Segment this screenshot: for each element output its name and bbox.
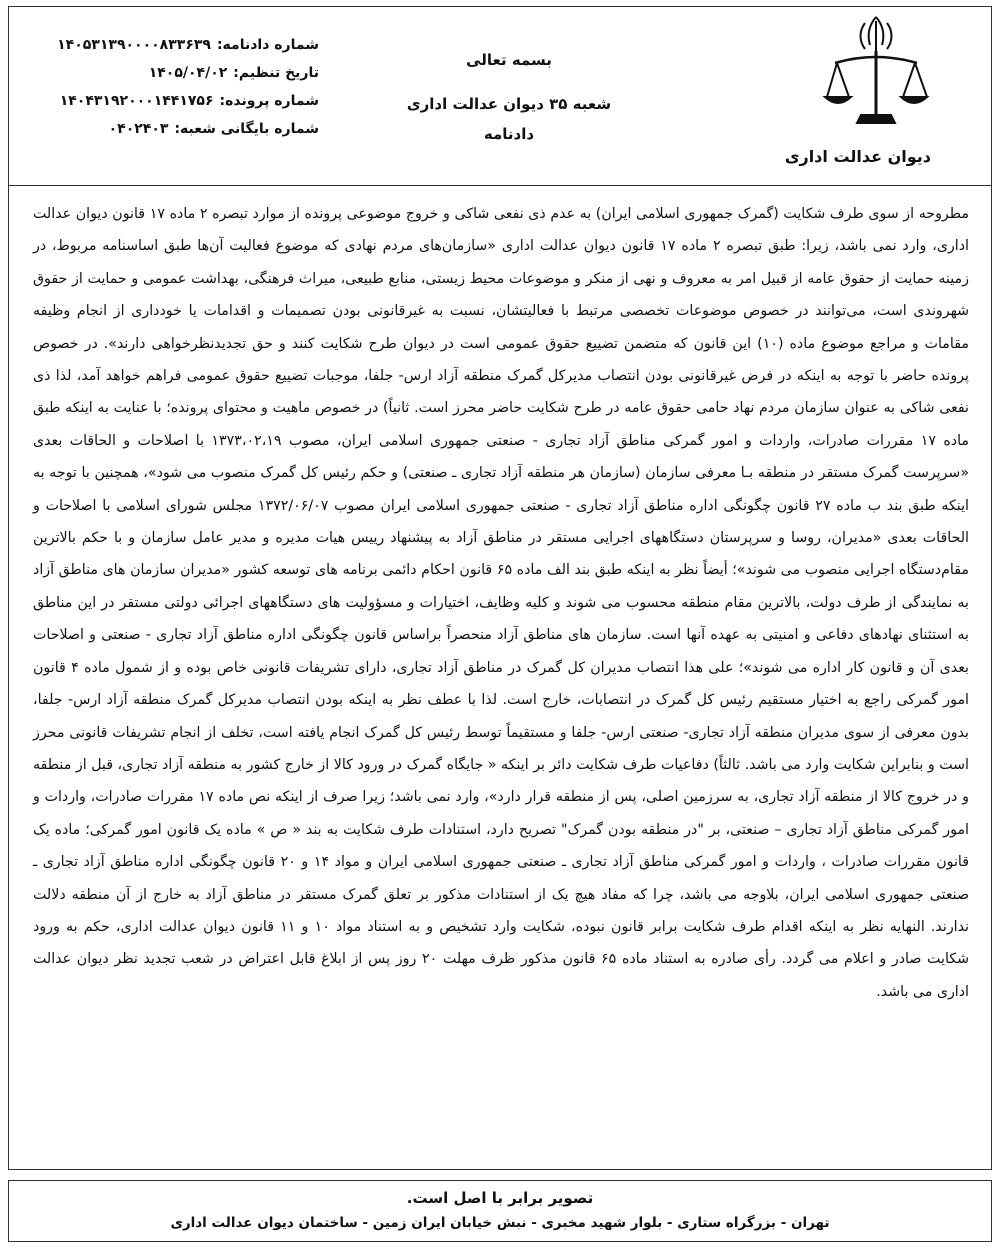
document-body xyxy=(8,186,992,1170)
verdict-text xyxy=(33,198,969,1008)
bismillah: بسمه تعالی xyxy=(466,51,552,69)
meta-value: ۱۴۰۵۳۱۳۹۰۰۰۰۸۳۳۶۳۹ xyxy=(57,37,211,53)
meta-label: شماره دادنامه: xyxy=(216,37,319,53)
meta-label: شماره بایگانی شعبه: xyxy=(174,121,319,137)
meta-row-verdict-number xyxy=(49,37,319,65)
meta-label: شماره پرونده: xyxy=(219,93,319,109)
document-meta xyxy=(49,37,319,149)
meta-value: ۰۴۰۲۴۰۳ xyxy=(108,121,169,137)
iran-emblem-scales-icon xyxy=(821,11,931,131)
certification-note: تصویر برابر با اصل است. xyxy=(406,1189,594,1207)
court-address: تهران - بزرگراه ستاری - بلوار شهید مخبری - نبش خیابان ایران زمین - ساختمان دیوان عدالت اداری xyxy=(170,1215,830,1231)
meta-row-date xyxy=(49,65,319,93)
meta-label: تاریخ تنظیم: xyxy=(233,65,319,81)
meta-value: ۱۴۰۵/۰۴/۰۲ xyxy=(148,65,228,81)
header-center-block xyxy=(399,51,619,143)
court-name: دیوان عدالت اداری xyxy=(784,147,931,166)
document-type: دادنامه xyxy=(483,125,535,143)
branch-title: شعبه ۳۵ دیوان عدالت اداری xyxy=(406,95,612,113)
verdict-paragraph: مطروحه از سوی طرف شکایت (گمرک جمهوری اسلامی ایران) به عدم ذی نفعی شاکی و خروج موضوعی پرونده از موارد تبصره ۲ ماده ۱۷ قانون دیوان عدالت اداری، وارد نمی باشد، زیرا: طبق تبصره ۲ ماده ۱۷ قانون دیوان عدالت اداری «سازمان‌های مردم نهادی که موضوع فعالیت آن‌ها طبق اساسنامه مربوط، در زمینه حمایت از حقوق عامه از قبیل امر به معروف و نهی از منکر و موضوعات محیط زیستی، منابع طبیعی، میراث فرهنگی، بهداشت عمومی و حمایت از حقوق شهروندی است، می‌توانند در خصوص موضوعات تخصصی مرتبط با فعالیتشان، نسبت به غیرقانونی بودن تصمیمات و اقدامات یا خودداری از انجام وظیفه مقامات و مراجع موضوع ماده (۱۰) این قانون که متضمن تضییع حقوق عمومی است در دیوان طرح شکایت کنند و حق تجدیدنظرخواهی دارند». در خصوص پرونده حاضر با توجه به اینکه در فرض غیرقانونی بودن انتصاب مدیرکل گمرک منطقه آزاد ارس- جلفا، موجبات تضییع حقوق عمومی فراهم خواهد آمد، لذا ذی نفعی شاکی به عنوان سازمان مردم نهاد حامی حقوق عامه در طرح شکایت حاضر محرز است. ثانیاً) در خصوص ماهیت و محتوای پرونده؛ با عنایت به اینکه طبق ماده ۱۷ مقررات صادرات، واردات و امور گمرکی مناطق آزاد تجاری - صنعتی جمهوری اسلامی ایران، مصوب ۱۳۷۳،۰۲،۱۹ با اصلاحات و الحاقات بعدی «سرپرست گمرک مستقر در منطقه بـا معرفی سازمان (سازمان هر منطقه آزاد تجاری ـ صنعتی) و حکم رئیس کل گمرک منصوب می شود»، همچنین با توجه به اینکه طبق بند ب ماده ۲۷ قانون چگونگی اداره مناطق آزاد تجاری - صنعتی جمهوری اسلامی ایران مصوب ۱۳۷۲/۰۶/۰۷ مجلس شورای اسلامی با اصلاحات و الحاقات بعدی «مدیران، روسا و سرپرستان دستگاههای اجرایی مستقر در مناطق آزاد به پیشنهاد رییس هیات مدیره و مدیر عامل سازمان و با حکم بالاترین مقام‌دستگاه اجرایی منصوب می شوند»؛ أیضاً نظر به اینکه طبق بند الف ماده ۶۵ قانون احکام دائمی برنامه های توسعه کشور «مدیران سازمان های مناطق آزاد به نمایندگی از طرف دولت، بالاترین مقام منطقه محسوب می شوند و کلیه وظایف، اختیارات و مسؤولیت های دستگاههای اجرائی دولتی مستقر در این مناطق به استثنای نهادهای دفاعی و امنیتی به عهده آنها است. سازمان های مناطق آزاد منحصراً براساس قانون چگونگی اداره مناطق آزاد تجاری - صنعتی و اصلاحات بعدی آن و قانون کار اداره می شوند»؛ علی هذا انتصاب مدیران کل گمرک در مناطق آزاد تجاری، دارای تشریفات قانونی خاص بوده و از شمول ماده ۴ قانون امور گمرکی راجع به اختیار مستقیم رئیس کل گمرک در انتصابات، خارج است. لذا با عطف نظر به اینکه بودن انتصاب مدیرکل گمرک منطقه آزاد ارس- جلفا، بدون معرفی از سوی مدیران منطقه آزاد تجاری- صنعتی ارس- جلفا و مستقیماً توسط رئیس کل گمرک انجام یافته است، تخلف از انجام تشریفات قانونی محرز است و بنابراین شکایت وارد می باشد. ثالثاً) دفاعیات طرف شکایت دائر بر اینکه « جایگاه گمرک در ورود کالا از خارج کشور به منطقه آزاد تجاری، قبل از منطقه و در خروج کالا از منطقه آزاد تجاری، به سرزمین اصلی، پس از منطقه قرار دارد»، وارد نمی باشد؛ زیرا صرف از اینکه نص ماده ۱۷ مقررات صادرات، واردات و امور گمرکی مناطق آزاد تجاری – صنعتی، بر "در منطقه بودن گمرک" تصریح دارد، استنادات طرف شکایت به بند « ص » ماده یک قانون امور گمرکی؛ ماده یک قانون مقررات صادرات ، واردات و امور گمرکی مناطق آزاد تجاری ـ صنعتی جمهوری اسلامی ایران و مواد ۱۴ و ۲۰ قانون چگونگی اداره مناطق آزاد تجاری ـ صنعتی جمهوری اسلامی ایران، بلاوجه می باشد، چرا که مفاد هیچ یک از استنادات مذکور بر تعلق گمرک مستقر در مناطق آزاد به خارج از آن منطقه دلالت ندارند. النهایه نظر به اینکه اقدام طرف شکایت برابر قانون نبوده، شکایت وارد تشخیص و به استناد مواد ۱۰ و ۱۱ قانون دیوان عدالت اداری، حکم به ورود شکایت صادر و اعلام می گردد. رأی صادره به استناد ماده ۶۵ قانون مذکور ظرف مهلت ۲۰ روز پس از ابلاغ قابل اعتراض در شعب تجدید نظر دیوان عدالت اداری می باشد. xyxy=(33,206,970,1000)
meta-value: ۱۴۰۴۳۱۹۲۰۰۰۱۴۴۱۷۵۶ xyxy=(59,93,214,109)
document-header xyxy=(8,6,992,186)
meta-row-archive-number xyxy=(49,121,319,149)
document-footer xyxy=(8,1180,992,1242)
meta-row-case-number xyxy=(49,93,319,121)
